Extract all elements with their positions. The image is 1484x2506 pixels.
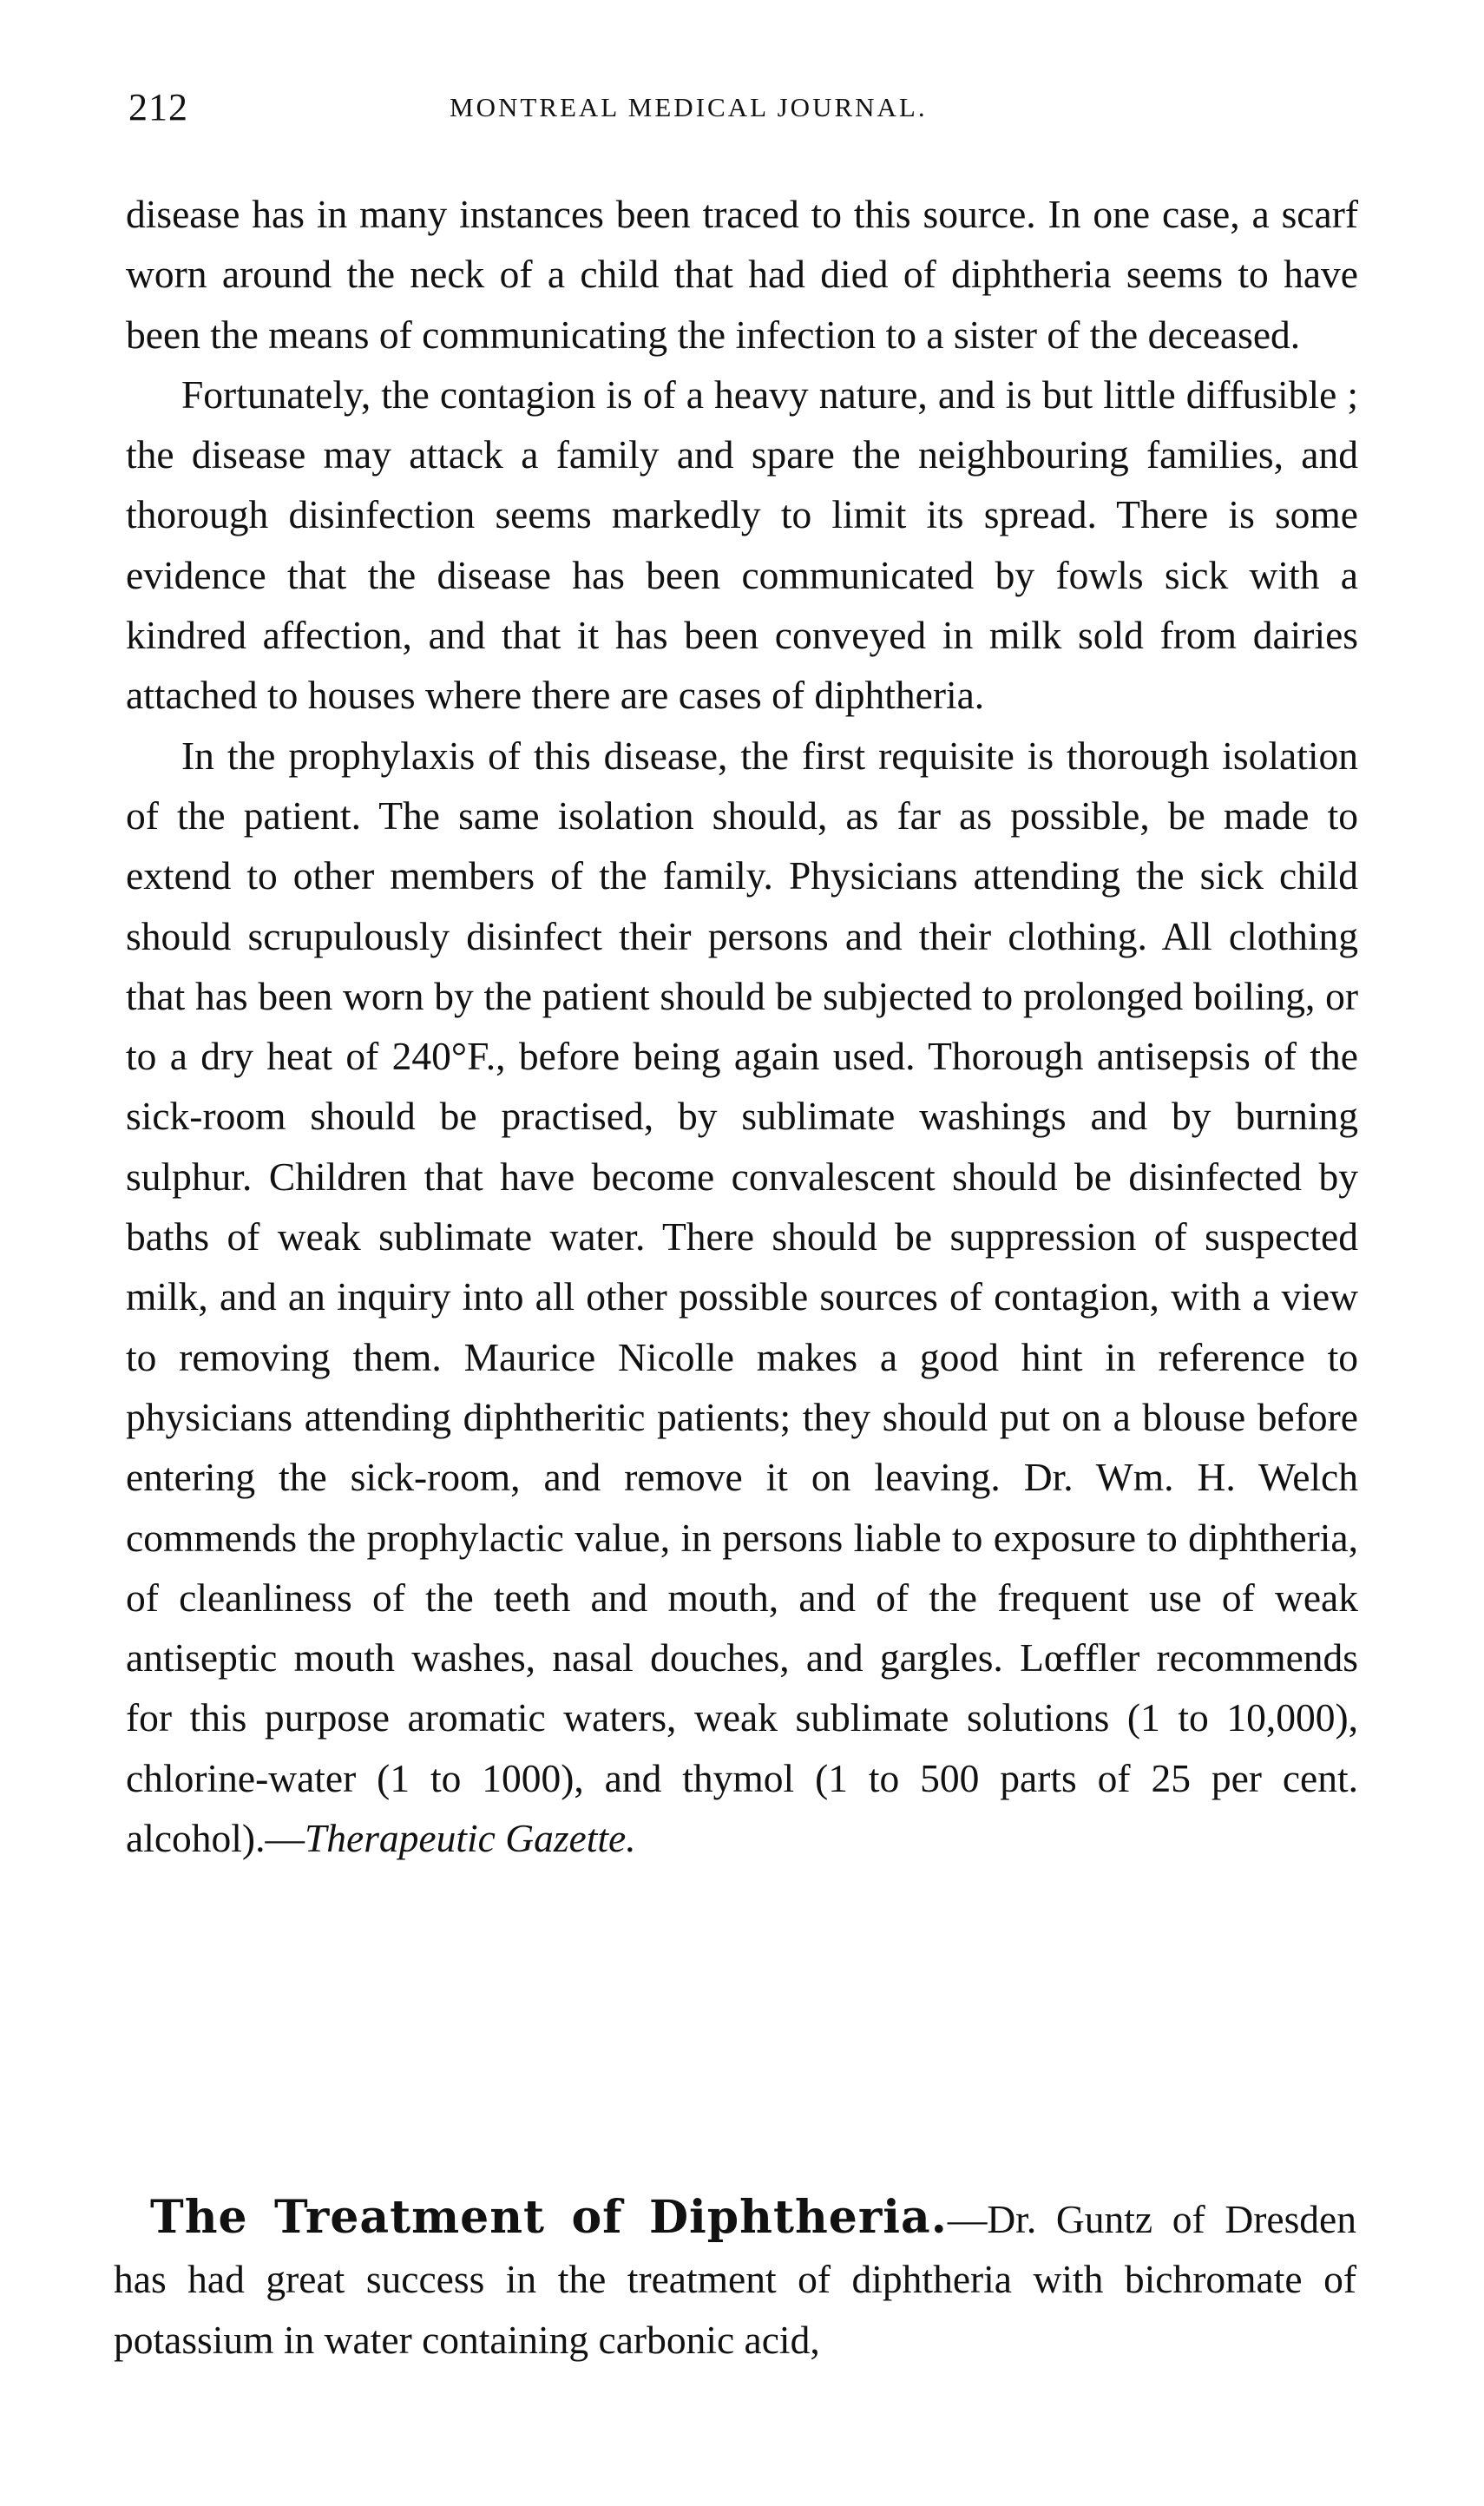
paragraph-continuation: disease has in many instances been traced to this source. In one case, a scarf worn around the neck of a child that had died of diphtheria seems to have been the means of communicating the infection to a sister of the deceased. <box>126 192 1358 357</box>
paragraph-contagion: Fortunately, the contagion is of a heavy nature, and is but little diffusible ; the disease may attack a family and spare the neighbouring families, and thorough disinfection seems markedly to limit its spread. There is some evidence that the disease has been communicated by fowls sick with a kindred affection, and that it has been conveyed in milk sold from dairies attached to houses where there are cases of diphtheria. <box>126 372 1358 718</box>
paragraph-prophylaxis <box>126 726 1358 1869</box>
prophylaxis-text: In the prophylaxis of this disease, the first requisite is thorough isolation of the patient. The same isolation should, as far as possible, be made to extend to other members of the family. Physicians attending the sick child should scrupulously disinfect their persons and their clothing. All clothing that has been worn by the patient should be subjected to prolonged boiling, or to a dry heat of 240°F., before being again used. Thorough antisepsis of the sick-room should be practised, by sublimate washings and by burning sulphur. Children that have become convalescent should be disinfected by baths of weak sublimate water. There should be suppression of suspected milk, and an inquiry into all other possible sources of contagion, with a view to removing them. Maurice Nicolle makes a good hint in reference to physicians attending diphtheritic patients; they should put on a blouse before entering the sick-room, and remove it on leaving. Dr. Wm. H. Welch commends the prophylactic value, in persons liable to exposure to diphtheria, of cleanliness of the teeth and mouth, and of the frequent use of weak antiseptic mouth washes, nasal douches, and gargles. Lœffler recommends for this purpose aromatic waters, weak sublimate solutions (1 to 10,000), chlorine-water (1 to 1000), and thymol (1 to 500 parts of 25 per cent. alcohol).— <box>126 733 1358 1861</box>
article-body <box>126 184 1358 1868</box>
running-head <box>128 85 1343 137</box>
section-paragraph <box>114 2187 1356 2370</box>
section-title: The Treatment of Diphtheria. <box>150 2191 948 2244</box>
section-treatment <box>114 2187 1356 2370</box>
journal-title: MONTREAL MEDICAL JOURNAL. <box>450 92 928 122</box>
page-number: 212 <box>128 86 188 128</box>
citation-source: Therapeutic Gazette. <box>304 1816 636 1861</box>
section-body: —Dr. Guntz of Dresden has had great success in the treatment of diphtheria with bichromate of potassium in water containing carbonic acid, <box>114 2197 1356 2362</box>
